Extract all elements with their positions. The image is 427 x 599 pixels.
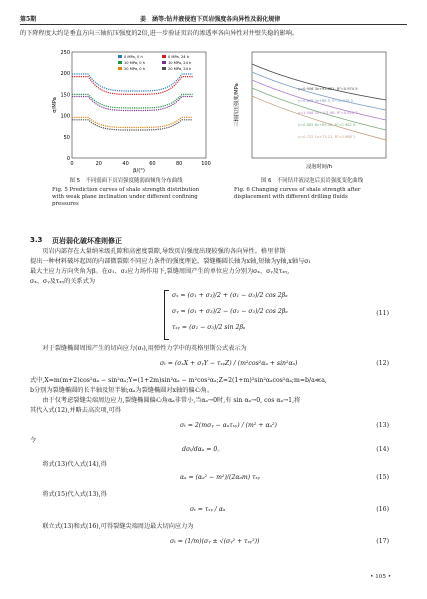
body-line-1: 页岩内部存在大量纳米级孔隙和高密度裂隙,导致页岩强度出现较强的各向异性。格里菲斯	[30, 248, 286, 255]
fig5-legend-label: 20 MPa, 0 h	[124, 67, 146, 71]
body-line-3: 最大主应力方向夹角为β。在σ₁、σ₃应力场作用下,裂缝周围产生的单位应力分别为σₓ、σᵧ及τₓᵧ,	[30, 268, 290, 275]
fig5-series-curve	[72, 117, 193, 127]
paragraph-4: 将式(13)代入式(14),得	[30, 461, 107, 468]
eq-number-15: (15)	[376, 474, 389, 481]
fig5-legend-swatch	[162, 61, 166, 64]
fig5-y-tick-label: 250	[60, 50, 70, 56]
eq-number-13: (13)	[376, 422, 389, 429]
running-title: 姜 涵等:钻井液侵泡下页岩强度各向异性及弱化规律	[140, 16, 281, 23]
figure-6-caption-cn: 图 6 不同钻井液浸泡后页岩强度变化曲线	[260, 178, 364, 184]
figure-6-caption-en: Fig. 6 Changing curves of shale strength after displacement with different drilling fluids	[234, 187, 361, 200]
fig5-legend-label: 0 MPa, 0 h	[124, 55, 143, 59]
fig5-series-curve	[72, 77, 193, 95]
fig5-legend-swatch	[118, 67, 122, 70]
figure-5-chart	[48, 46, 213, 174]
fig5-legend-swatch	[118, 55, 122, 58]
fig5-y-tick-label: 200	[60, 71, 70, 78]
fig5-y-axis-label: σ/MPa	[52, 97, 58, 113]
eq17: σₜ = (1/m)(σᵧ ± √(σᵧ² + τₓᵧ²))	[170, 538, 260, 545]
fig6-fit-label: y=1.046 2x+101.98, R²=0.925 7	[298, 111, 358, 115]
fig5-y-tick-label: 150	[60, 92, 70, 99]
page-number: • 105 •	[370, 574, 391, 580]
section-title: 页岩弱化破坏准则修正	[52, 237, 122, 245]
paragraph-6: 联立式(13)和式(16),可得裂缝尖端周边最大切向应力为	[30, 523, 194, 530]
issue-number: 第5期	[20, 16, 37, 23]
paragraph-3-line-1: 式中,X=m(m+2)cos²αₐ − sin²αₐ;Y=(1+2m)sin²αₐ − m²cos²αₐ;Z=2(1+m)²sin²αₐcos²αₐ;m=b/a≪a,	[30, 377, 327, 384]
eq-number-12: (12)	[376, 360, 389, 367]
figure-6-chart	[228, 46, 393, 174]
eq11-line-3: τₓᵧ = (σ₁ − σ₃)/2 sin 2βₐ	[172, 324, 246, 331]
fig5-y-tick-label: 50	[63, 134, 70, 141]
eq-number-11: (11)	[376, 310, 389, 317]
fig5-series-curve	[72, 74, 193, 91]
figure-5-caption-en: Fig. 5 Prediction curves of shale strength distribution with weak plane inclination under different confining pressures	[52, 187, 200, 207]
fig5-legend-swatch	[118, 61, 122, 64]
section-number: 3.3	[30, 236, 43, 244]
fig5-legend-label: 10 MPa, 24 h	[168, 61, 192, 65]
fig6-fit-label: y=0.722 1x+73.21, R²=0.988 1	[298, 135, 356, 139]
ling-text: 令	[30, 437, 37, 444]
eq11-line-2: σᵧ = (σ₁ + σ₃)/2 − (σ₁ − σ₃)/2 cos 2βₐ	[172, 308, 288, 315]
eq11-brace	[164, 290, 169, 340]
fig6-fit-label: y=0.956 3x+93.681, R²=0.974 9	[298, 87, 358, 91]
paragraph-3-line-2: b分别为裂缝椭圆的长半轴及短半轴;αₐ为裂缝椭圆对x轴的偏心角。	[30, 387, 214, 394]
eq13: σₜ = 2(mσᵧ − αₐτₓᵧ) / (m² + αₐ²)	[180, 422, 277, 429]
body-line-2: 提出一种材料破坏起因的内部微裂隙不同应力条件的强度理论。裂缝椭圆长轴为x轴,短轴为y轴,x轴与σ₁	[30, 258, 311, 265]
paragraph-3-line-3: 由于仅考虑裂缝尖端周边应力,裂缝椭圆偏心角αₐ非常小,当αₐ→0时,有 sin αₐ→0, cos αₐ→1,将	[30, 397, 301, 404]
body-line-4: σₓ、σᵧ及τₓᵧ的关系式为	[30, 278, 96, 285]
eq15: αₐ = (αₐ² − m²)/(2αₐm) τₓᵧ	[180, 474, 261, 481]
fig6-fit-label: y=0.808 3x+86.5, R²=0.978 5	[298, 99, 353, 103]
header-rule	[20, 24, 407, 25]
fig5-legend-swatch	[162, 67, 166, 70]
paragraph-5: 将式(15)代入式(13),得	[30, 491, 107, 498]
fig5-legend-label: 20 MPa, 24 h	[168, 67, 192, 71]
eq11-line-1: σₓ = (σ₁ + σ₃)/2 + (σ₁ − σ₃)/2 cos 2βₐ	[172, 292, 288, 299]
eq16: σₜ = τₓᵧ / αₐ	[190, 506, 226, 513]
fig5-x-axis-label: β/(°)	[133, 168, 145, 174]
fig5-legend-swatch	[162, 55, 166, 58]
fig5-x-tick-label: 100	[201, 161, 211, 167]
fig5-y-tick-label: 0	[66, 156, 70, 162]
fig6-fit-label: y=0.865 6x+89.46, R²=0.962 8	[298, 123, 356, 127]
eq14: dσₜ/dαₐ = 0。	[182, 446, 224, 453]
intro-line: 的下降程度大约是垂直方向三轴抗压强度的2倍,进一步验证页岩的渗透率各向异性对井壁失稳的影响。	[20, 30, 299, 37]
fig6-plot-frame	[252, 52, 386, 158]
fig5-x-tick-label: 60	[149, 161, 156, 167]
fig5-x-tick-label: 0	[70, 161, 74, 167]
eq-number-17: (17)	[376, 538, 389, 545]
eq12: σₜ = (σₓX + σᵧY − τₓᵧZ) / (m²cos²αₐ + sin²αₐ)	[160, 360, 298, 367]
fig5-legend-label: 10 MPa, 0 h	[124, 61, 146, 65]
paragraph-2: 对于裂缝椭圆周围产生的切向应力(σₜ),用弹性力学中的英格里斯公式表示为	[30, 345, 247, 352]
fig6-x-axis-label: 浸泡时间/h	[306, 164, 332, 170]
fig5-x-tick-label: 40	[122, 161, 129, 167]
fig5-series-curve	[72, 120, 193, 130]
eq-number-16: (16)	[376, 506, 389, 513]
fig6-y-axis-label: 三轴抗压强度/MPa	[234, 83, 240, 127]
fig5-series-curve	[72, 94, 193, 108]
paragraph-3-line-4: 其代入式(12),并略去高次项,可得	[30, 407, 121, 414]
figure-5-caption-cn: 图 5 不同弱面下页岩强度随弱面倾角分布曲线	[69, 178, 183, 184]
fig5-y-tick-label: 100	[60, 113, 70, 120]
fig5-x-tick-label: 80	[176, 161, 183, 167]
figure-5-plot	[52, 50, 211, 174]
figure-6-plot	[232, 52, 386, 170]
eq-number-14: (14)	[376, 446, 389, 453]
fig5-legend-label: 0 MPa, 24 h	[168, 55, 190, 59]
fig5-x-tick-label: 20	[95, 161, 102, 167]
